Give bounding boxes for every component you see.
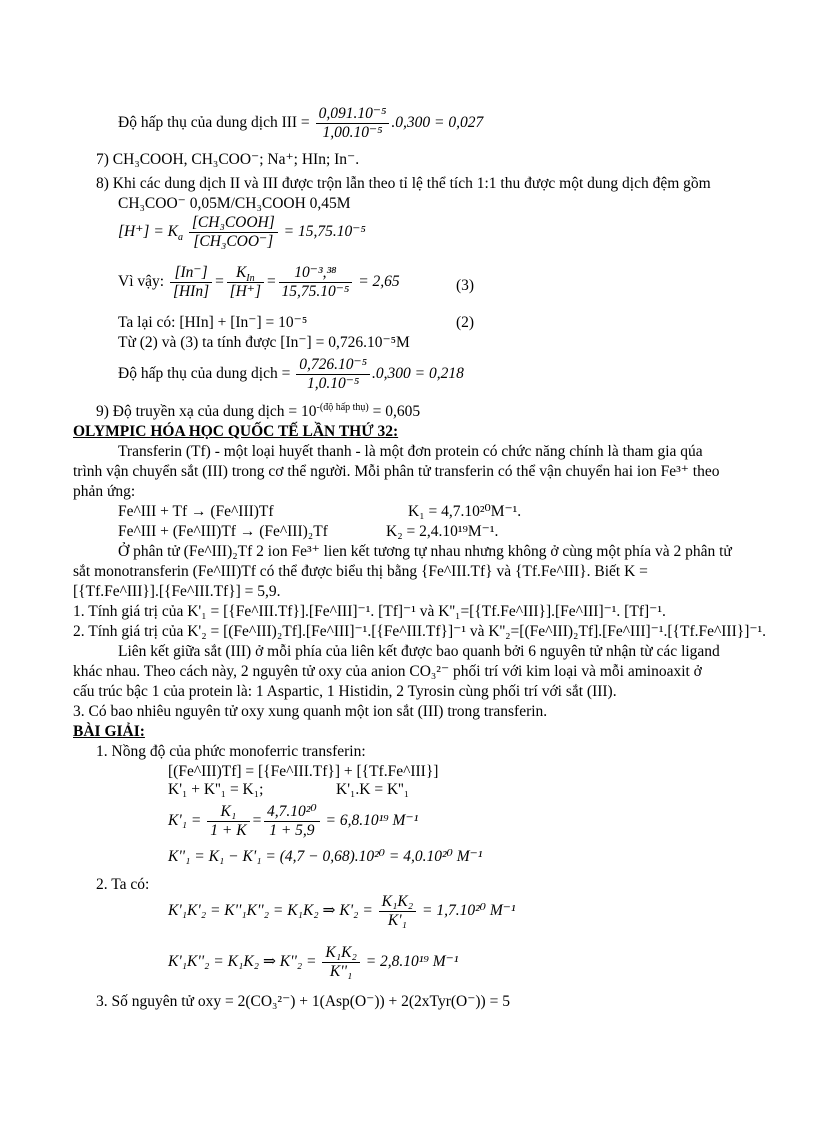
solution-heading: BÀI GIẢI: — [73, 723, 145, 740]
fraction-numerator: 0,091.10⁻⁵ — [316, 105, 390, 124]
absorbance-line — [118, 356, 464, 393]
solution-2: 2. Ta có: — [96, 876, 150, 893]
k2-double-prime-lhs: K'₁K''₂ = K₁K₂ ⇒ K''₂ = — [168, 952, 317, 970]
transmittance-label: 9) Độ truyền xạ của dung dịch = 10 — [96, 403, 317, 420]
eq-number-2: (2) — [456, 314, 475, 331]
fraction-denominator: K'₁ — [387, 911, 407, 929]
ratio-result: = 2,65 — [358, 272, 400, 290]
fraction-denominator: 15,75.10⁻⁵ — [281, 282, 350, 300]
k1-prime-lhs: K'₁ = — [168, 811, 202, 829]
absorbance-iii-result: .0,300 = 0,027 — [391, 113, 484, 131]
fraction-denominator: [H⁺] — [229, 282, 262, 300]
binding-line-1: Ở phân tử (Fe^III)₂Tf 2 ion Fe³⁺ lien kết tương tự nhau nhưng không ở cùng một phía và 2 phân tử — [118, 543, 732, 560]
fraction-numerator: 0,726.10⁻⁵ — [296, 356, 370, 375]
monoferric-sum: [(Fe^III)Tf] = [{Fe^III.Tf}] + [{Tf.Fe^III}] — [168, 763, 439, 780]
reaction-2: Fe^III + (Fe^III)Tf → (Fe^III)₂Tf — [118, 523, 328, 540]
k-symbol: K — [235, 264, 247, 281]
absorbance-fraction — [296, 356, 370, 393]
fraction-denominator: 1,0.10⁻⁵ — [306, 374, 360, 392]
k2-double-prime-equation — [168, 944, 458, 981]
h-plus-result: = 15,75.10⁻⁵ — [283, 222, 366, 240]
ratio-fraction-1 — [170, 264, 212, 301]
ratio-fraction-3 — [279, 264, 353, 301]
k1-prime-equation: K'₁ = $\frac{\text{K₁}}{1 + K}$ = $\frac{\text{4,7.10²⁰}}{1 + 5,9}$ = 6,8.10¹⁹ M⁻¹ — [168, 803, 419, 839]
fraction-numerator: [CH₃COOH] — [189, 214, 278, 233]
fraction-denominator: 1 + K — [210, 821, 247, 839]
fraction-numerator: 4,7.10²⁰ — [264, 803, 320, 822]
transmittance-exponent: -(độ hấp thụ) — [316, 401, 369, 413]
ka-subscript: a — [178, 231, 183, 243]
k-sum: K'₁ + K''₁ = K₁; — [168, 781, 264, 798]
k2-prime-fraction — [379, 893, 416, 930]
k1-prime-fraction-1 — [207, 803, 249, 840]
ligand-line-2: khác nhau. Theo cách này, 2 nguyên tử oxy của anion CO₃²⁻ phối trí với kim loại và mỗi aminoaxit ở — [73, 663, 702, 680]
k2-prime-lhs: K'₁K'₂ = K''₁K''₂ = K₁K₂ ⇒ K'₂ = — [168, 901, 373, 919]
ligand-line-3: cấu trúc bậc 1 của protein là: 1 Aspartic, 1 Histidin, 2 Tyrosin cùng phối trí với sắt (III). — [73, 683, 617, 700]
k2-prime-equation — [168, 893, 516, 930]
fraction-numerator: [In⁻] — [170, 264, 212, 283]
h-plus-lhs: [H⁺] = K — [118, 222, 178, 240]
fraction-numerator: K₁K₂ — [322, 944, 359, 963]
mass-balance: Ta lại có: [HIn] + [In⁻] = 10⁻⁵ — [118, 314, 308, 331]
question-1: 1. Tính giá trị của K'₁ = [{Fe^III.Tf}].[Fe^III]⁻¹. [Tf]⁻¹ và K''₁=[{Tf.Fe^III}].[Fe^III]⁻¹. [Tf]⁻¹. — [73, 603, 666, 620]
item-9 — [96, 403, 420, 422]
k2-double-prime-fraction — [322, 944, 359, 981]
ligand-line-1: Liên kết giữa sắt (III) ở mỗi phía của liên kết được bao quanh bởi 6 nguyên tử nhận từ các ligand — [118, 643, 720, 660]
h-plus-equation — [118, 214, 366, 251]
fraction-numerator: 10⁻³,³⁸ — [279, 264, 353, 283]
ratio-equation: Vì vậy: $\frac{[In^-]}{\text{[HIn]}}$ = $\frac{K_{In}}{[H^+]}$ = $\frac{\text{10⁻³,³⁸}}{\text{15,75.10⁻⁵}}$ = 2,65 — [118, 264, 400, 300]
ratio-label: Vì vậy: — [118, 272, 165, 290]
item-8: 8) Khi các dung dịch II và III được trộn lẫn theo tỉ lệ thể tích 1:1 thu được một dung dịch đệm gồm — [96, 175, 711, 192]
fraction-denominator: 1 + 5,9 — [269, 821, 315, 839]
solution-3: 3. Số nguyên tử oxy = 2(CO₃²⁻) + 1(Asp(O⁻)) + 2(2xTyr(O⁻)) = 5 — [96, 993, 510, 1010]
absorbance-iii-fraction — [316, 105, 390, 142]
transmittance-result: = 0,605 — [368, 403, 421, 420]
reaction-1-constant: K₁ = 4,7.10²⁰M⁻¹. — [408, 503, 522, 520]
k1-prime-fraction-2 — [264, 803, 320, 840]
fraction-denominator: 1,00.10⁻⁵ — [322, 123, 383, 141]
absorbance-iii-label: Độ hấp thụ của dung dịch III = — [118, 113, 310, 131]
h-plus-fraction — [189, 214, 278, 251]
absorbance-result: .0,300 = 0,218 — [372, 364, 464, 382]
question-2: 2. Tính giá trị của K'₂ = [(Fe^III)₂Tf].[Fe^III]⁻¹.[{Fe^III.Tf}]⁻¹ và K''₂=[(Fe^III)₂Tf].[Fe^III]⁻¹.[{Tf.Fe^III}]⁻¹. — [73, 623, 767, 640]
reaction-1: Fe^III + Tf → (Fe^III)Tf — [118, 503, 274, 520]
k1-double-prime: K''₁ = K₁ − K'₁ = (4,7 − 0,68).10²⁰ = 4,0.10²⁰ M⁻¹ — [168, 848, 483, 865]
intro-line-3: phản ứng: — [73, 483, 136, 500]
k1-prime-result: = 6,8.10¹⁹ M⁻¹ — [325, 811, 419, 829]
k2-double-prime-result: = 2,8.10¹⁹ M⁻¹ — [365, 952, 459, 970]
fraction-denominator: K''₁ — [329, 962, 353, 980]
k-in-subscript: In — [246, 273, 255, 285]
ratio-fraction-2 — [227, 264, 264, 301]
k-ratio: K'₁.K = K''₁ — [336, 781, 410, 798]
item-7: 7) CH₃COOH, CH₃COO⁻; Na⁺; HIn; In⁻. — [96, 151, 360, 168]
absorbance-iii-line — [118, 105, 483, 142]
fraction-numerator: K₁K₂ — [379, 893, 416, 912]
intro-line-1: Transferin (Tf) - một loại huyết thanh - là một đơn protein có chức năng chính là tham gia qúa — [118, 443, 703, 460]
intro-line-2: trình vận chuyển sắt (III) trong cơ thể người. Mỗi phân tử transferin có thể vận chuyển hai ion Fe³⁺ theo — [73, 463, 720, 480]
olympiad-heading: OLYMPIC HÓA HỌC QUỐC TẾ LẦN THỨ 32: — [73, 423, 399, 440]
reaction-2-constant: K₂ = 2,4.10¹⁹M⁻¹. — [386, 523, 499, 540]
buffer-composition: CH₃COO⁻ 0,05M/CH₃COOH 0,45M — [118, 195, 351, 212]
solution-1: 1. Nồng độ của phức monoferric transferin: — [96, 743, 366, 760]
fraction-denominator: [HIn] — [172, 282, 210, 300]
absorbance-label: Độ hấp thụ của dung dịch = — [118, 364, 291, 382]
k2-prime-result: = 1,7.10²⁰ M⁻¹ — [422, 901, 516, 919]
fraction-numerator: K₁ — [207, 803, 249, 822]
eq-number-3: (3) — [456, 277, 475, 294]
fraction-denominator: [CH₃COO⁻] — [193, 232, 274, 250]
binding-line-3: [{Tf.Fe^III}].[{Fe^III.Tf}] = 5,9. — [73, 583, 281, 600]
question-3: 3. Có bao nhiêu nguyên tử oxy xung quanh một ion sắt (III) trong transferin. — [73, 703, 548, 720]
in-concentration: Từ (2) và (3) ta tính được [In⁻] = 0,726.10⁻⁵M — [118, 334, 410, 351]
binding-line-2: sắt monotransferin (Fe^III)Tf có thể được biểu thị bằng {Fe^III.Tf} và {Tf.Fe^III}. Biết K = — [73, 563, 648, 580]
